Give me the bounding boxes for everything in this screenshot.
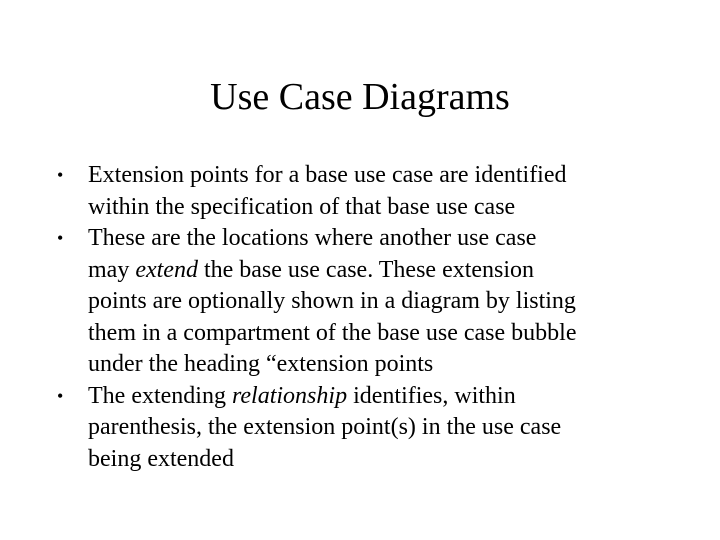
bullet-2-line-2-before: may <box>88 256 136 283</box>
bullet-2-line-2 <box>88 255 706 287</box>
bullet-3-line-1-after: identifies, within <box>347 382 516 409</box>
bullet-3-italic-word: relationship <box>231 382 348 409</box>
bullet-3-line-3: being extended <box>88 445 234 472</box>
bullet-2-line-4: them in a compartment of the base use case bubble <box>88 319 577 346</box>
bullet-list <box>56 160 706 475</box>
bullet-2-line-1: These are the locations where another use case <box>88 225 537 251</box>
bullet-item-2 <box>56 223 706 381</box>
slide-title: Use Case Diagrams <box>210 76 510 118</box>
bullet-1-line-1: Extension points for a base use case are identified <box>88 162 567 188</box>
bullet-icon: • <box>57 385 64 406</box>
bullet-icon: • <box>57 165 64 185</box>
bullet-1-line-2: within the specification of that base use case <box>88 193 516 220</box>
bullet-3-line-1 <box>88 381 706 413</box>
bullet-2-italic-word: extend <box>135 256 198 283</box>
bullet-2-line-5: under the heading “extension points <box>88 351 434 377</box>
bullet-icon: • <box>57 228 64 248</box>
bullet-3-line-1-before: The extending <box>88 382 232 409</box>
bullet-item-3 <box>56 381 706 476</box>
bullet-2-line-3: points are optionally shown in a diagram by listing <box>88 288 576 314</box>
bullet-item-1 <box>56 160 706 223</box>
bullet-2-line-2-after: the base use case. These extension <box>197 256 535 283</box>
bullet-3-line-2: parenthesis, the extension point(s) in the use case <box>88 414 562 440</box>
